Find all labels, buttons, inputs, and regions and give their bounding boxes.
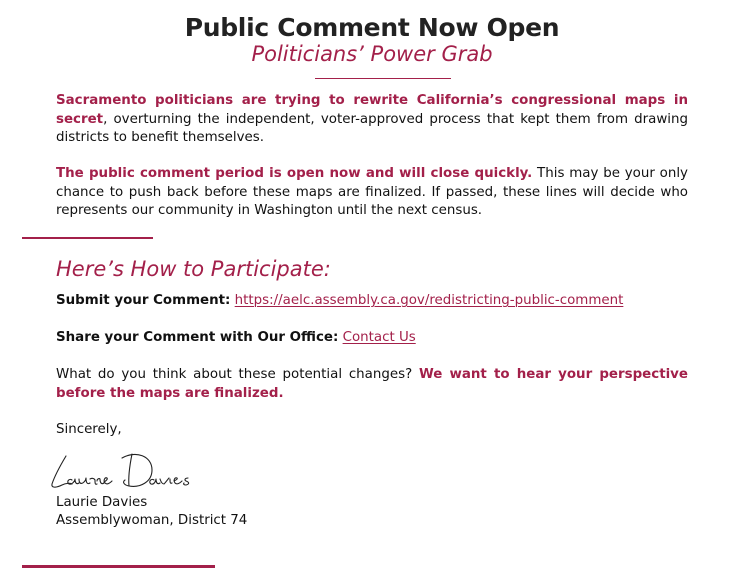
footer-divider (22, 565, 215, 568)
title-divider (315, 78, 451, 79)
share-comment-label: Share your Comment with Our Office: (56, 330, 339, 345)
feedback-question (56, 366, 688, 403)
sign-off: Sincerely, (56, 422, 122, 437)
share-comment-line (56, 329, 696, 348)
submit-comment-label: Submit your Comment: (56, 293, 231, 308)
signature-image (48, 448, 208, 494)
submit-comment-link[interactable]: https://aelc.assembly.ca.gov/redistricting-public-comment (234, 293, 624, 308)
submit-comment-line (56, 292, 696, 311)
participate-heading: Here’s How to Participate: (56, 257, 331, 281)
intro-lead: Sacramento politicians are trying to rewrite California’s congressional maps in secret (56, 93, 688, 127)
intro-rest: , overturning the independent, voter-approved process that kept them from drawing districts to benefit themselves. (56, 111, 688, 145)
comment-period-lead: The public comment period is open now and will close quickly. (56, 166, 533, 181)
page-subtitle: Politicians’ Power Grab (251, 42, 493, 66)
intro-paragraph (56, 92, 688, 148)
feedback-question-text: What do you think about these potential changes? (56, 367, 419, 382)
contact-us-link[interactable]: Contact Us (342, 330, 416, 345)
feedback-question-emphasis: We want to hear your perspective before the maps are finalized. (56, 367, 688, 401)
signer-title: Assemblywoman, District 74 (56, 513, 248, 528)
page-title: Public Comment Now Open (184, 13, 560, 42)
comment-period-rest: This may be your only chance to push back before these maps are finalized. If passed, these lines will decide who represents our community in Washington until the next census. (56, 166, 688, 218)
section-divider (22, 237, 153, 239)
comment-period-paragraph (56, 165, 688, 221)
signer-name: Laurie Davies (56, 495, 148, 510)
